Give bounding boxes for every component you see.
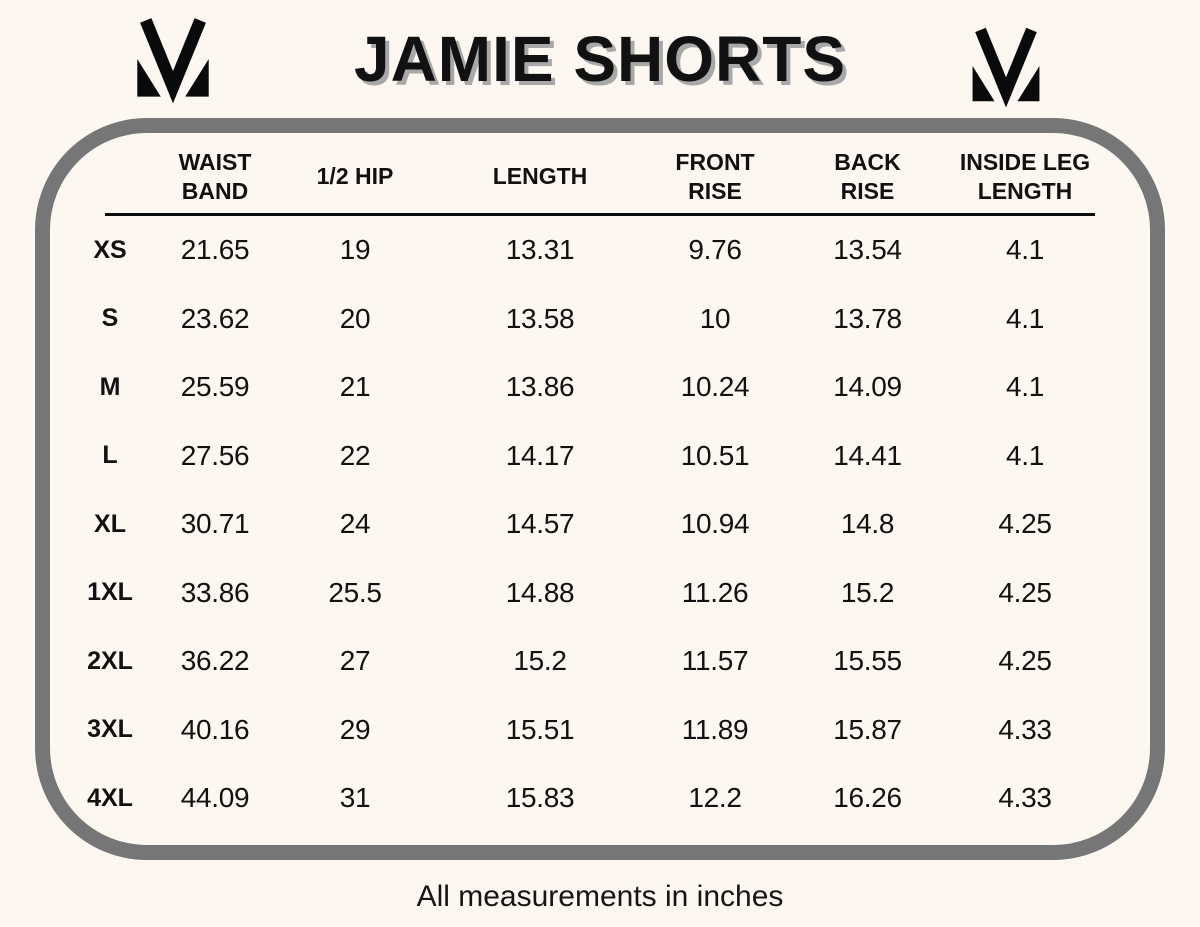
cell-inside-leg: 4.25 [998, 508, 1052, 540]
cell-back-rise: 15.55 [833, 645, 902, 677]
cell-inside-leg: 4.25 [998, 576, 1052, 608]
cell-back-rise: 13.78 [833, 302, 902, 334]
header-waist-band: WAIST BAND [178, 148, 252, 204]
size-table [60, 141, 1105, 833]
cell-length: 13.31 [505, 234, 575, 266]
header-front-rise: FRONT RISE [675, 148, 755, 204]
header-back-rise: BACK RISE [834, 148, 901, 204]
cell-length: 14.88 [505, 576, 575, 608]
cell-front-rise: 11.57 [681, 645, 749, 677]
cell-length: 15.83 [505, 782, 575, 814]
cell-front-rise: 11.26 [681, 576, 749, 608]
table-row [60, 559, 1105, 628]
cell-half-hip: 21 [339, 371, 371, 403]
cell-front-rise: 10.51 [680, 439, 750, 471]
table-row [60, 696, 1105, 765]
cell-back-rise: 15.2 [840, 576, 895, 608]
cell-size: 4XL [87, 783, 133, 812]
cell-size: L [102, 441, 118, 470]
cell-inside-leg: 4.1 [1005, 439, 1045, 471]
cell-inside-leg: 4.1 [1005, 371, 1045, 403]
cell-waist-band: 21.65 [180, 234, 250, 266]
cell-inside-leg: 4.1 [1005, 302, 1045, 334]
cell-length: 13.58 [505, 302, 575, 334]
cell-front-rise: 12.2 [688, 782, 742, 814]
cell-half-hip: 20 [339, 302, 371, 334]
cell-back-rise: 16.26 [833, 782, 902, 814]
table-row [60, 627, 1105, 696]
cell-size: 3XL [87, 715, 133, 744]
cell-front-rise: 9.76 [688, 234, 742, 266]
table-row [60, 353, 1105, 422]
cell-waist-band: 23.62 [180, 302, 250, 334]
chart-frame [35, 118, 1165, 860]
cell-waist-band: 27.56 [180, 439, 250, 471]
cell-back-rise: 14.09 [833, 371, 902, 403]
cell-length: 14.17 [505, 439, 575, 471]
cell-inside-leg: 4.1 [1005, 234, 1045, 266]
cell-back-rise: 14.8 [840, 508, 895, 540]
table-header-row [60, 141, 1105, 213]
cell-length: 15.51 [505, 713, 575, 745]
cell-half-hip: 25.5 [328, 576, 382, 608]
cell-front-rise: 10.94 [680, 508, 750, 540]
cell-waist-band: 44.09 [180, 782, 250, 814]
cell-half-hip: 31 [339, 782, 371, 814]
cell-front-rise: 10.24 [680, 371, 750, 403]
table-row [60, 764, 1105, 833]
cell-length: 14.57 [505, 508, 575, 540]
cell-half-hip: 22 [339, 439, 371, 471]
cell-size: 2XL [87, 646, 133, 675]
header-half-hip: 1/2 HIP [316, 163, 394, 190]
cell-waist-band: 36.22 [180, 645, 250, 677]
cell-half-hip: 19 [339, 234, 371, 266]
cell-half-hip: 27 [339, 645, 371, 677]
cell-waist-band: 33.86 [180, 576, 250, 608]
cell-size: XL [94, 509, 126, 538]
cell-back-rise: 14.41 [833, 439, 902, 471]
chart-title: JAMIE SHORTS [353, 23, 847, 95]
table-row [60, 216, 1105, 285]
mv-monogram-icon [962, 22, 1050, 110]
cell-half-hip: 29 [339, 713, 371, 745]
cell-size: S [101, 304, 119, 333]
cell-size: XS [93, 235, 127, 264]
header-length: LENGTH [492, 163, 588, 190]
cell-half-hip: 24 [339, 508, 371, 540]
cell-length: 13.86 [505, 371, 575, 403]
cell-back-rise: 13.54 [833, 234, 902, 266]
cell-back-rise: 15.87 [833, 713, 902, 745]
cell-front-rise: 11.89 [681, 713, 749, 745]
cell-length: 15.2 [513, 645, 567, 677]
cell-front-rise: 10 [699, 302, 731, 334]
table-row [60, 490, 1105, 559]
cell-inside-leg: 4.33 [998, 782, 1052, 814]
cell-waist-band: 30.71 [180, 508, 250, 540]
cell-size: 1XL [87, 578, 133, 607]
cell-inside-leg: 4.25 [998, 645, 1052, 677]
cell-size: M [99, 372, 121, 401]
measurements-note: All measurements in inches [416, 880, 784, 913]
table-row [60, 285, 1105, 354]
cell-waist-band: 25.59 [180, 371, 250, 403]
table-body [60, 216, 1105, 833]
cell-waist-band: 40.16 [180, 713, 250, 745]
header-inside-leg: INSIDE LEG LENGTH [959, 148, 1091, 204]
table-row [60, 422, 1105, 491]
cell-inside-leg: 4.33 [998, 713, 1052, 745]
